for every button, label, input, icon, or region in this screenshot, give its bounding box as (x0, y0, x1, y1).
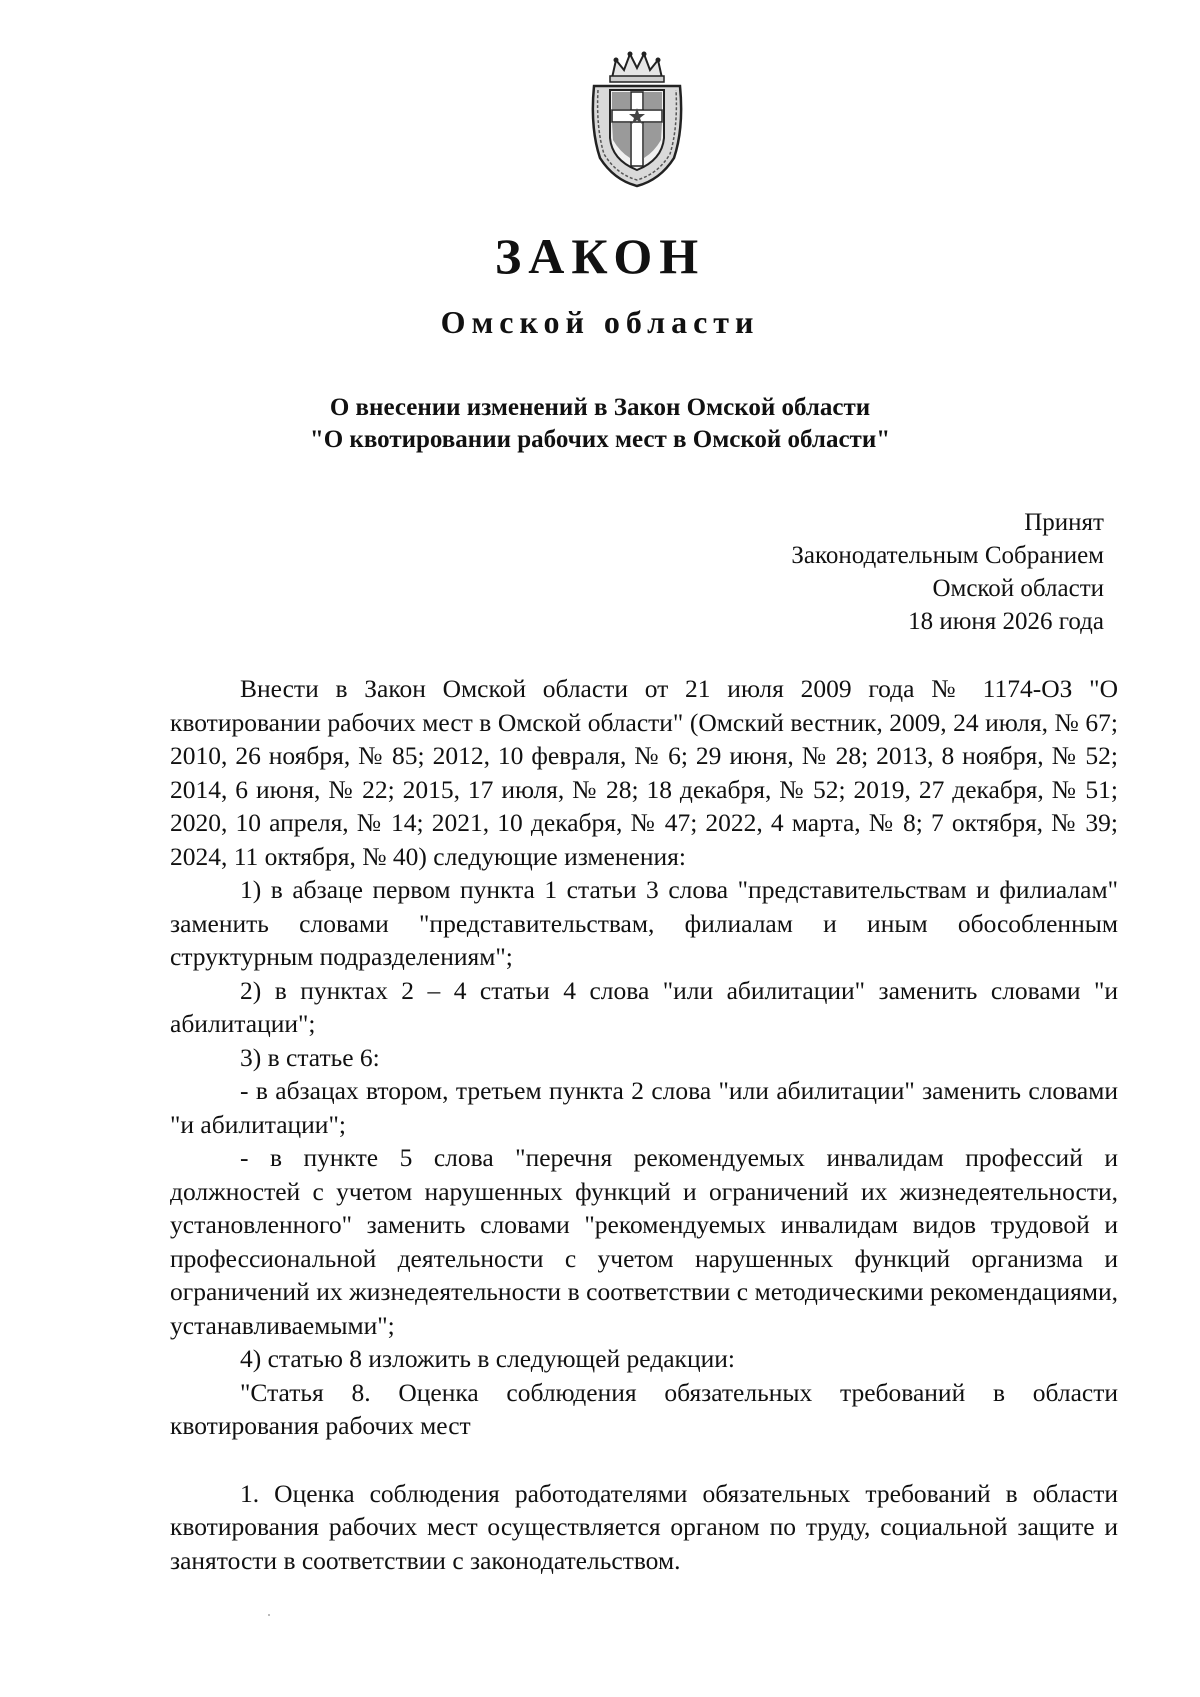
law-heading (0, 392, 1200, 456)
omsk-region-coat-of-arms-icon (582, 48, 692, 190)
document-subtitle: Омской области (440, 304, 760, 340)
amendment-item-4: 4) статью 8 изложить в следующей редакции: (240, 1344, 735, 1373)
adoption-date: 18 июня 2026 года (908, 608, 1104, 635)
law-heading-line: "О квотировании рабочих мест в Омской области" (309, 426, 891, 453)
article-8-paragraph-1: 1. Оценка соблюдения работодателями обязательных требований в области квотирования рабочих мест осуществляется органом по труду, социальной защите и занятости в соответствии с законодательством. (170, 1478, 1118, 1575)
intro-paragraph: Внести в Закон Омской области от 21 июля 2009 года № 1174-ОЗ "О квотировании рабочих мест в Омской области" (Омский вестник, 2009, 24 июля, № 67; 2010, 26 ноября, № 85; 2012, 10 февраля, № 6; 29 июня, № 28; 2013, 8 ноября, № 52; 2014, 6 июня, № 22; 2015, 17 июля, № 28; 18 декабря, № 52; 2019, 27 декабря, № 51; 2020, 10 апреля, № 14; 2021, 10 декабря, № 47; 2022, 4 марта, № 8; 7 октября, № 39; 2024, 11 октября, № 40) следующие изменения: (170, 674, 1118, 871)
amendment-item-3: 3) в статье 6: (240, 1042, 380, 1072)
law-body (170, 672, 1118, 1577)
document-title: ЗАКОН (494, 228, 706, 284)
adoption-block (791, 506, 1104, 638)
article-8-title: "Статья 8. Оценка соблюдения обязательных требований в области квотирования рабочих мест (170, 1377, 1118, 1440)
amendment-item-1: 1) в абзаце первом пункта 1 статьи 3 слова "представительствам и филиалам" заменить словами "представительствам, филиалам и иным обособленным структурным подразделениям"; (170, 875, 1118, 971)
law-heading-line: О внесении изменений в Закон Омской области (329, 394, 871, 421)
paragraph-gap (170, 1443, 1118, 1477)
adoption-line: Принят (1024, 509, 1104, 536)
amendment-item-3-sub-2: - в пункте 5 слова "перечня рекомендуемых инвалидам профессий и должностей с учетом нарушенных функций и ограничений их жизнедеятельности, установленного" заменить словами "рекомендуемых инвалидам видов трудовой и профессиональной деятельности с учетом нарушенных функций организма и ограничений их жизнедеятельности в соответствии с методическими рекомендациями, устанавливаемыми"; (170, 1143, 1118, 1340)
adoption-line: Омской области (932, 575, 1104, 602)
scan-artifact (268, 1614, 270, 1616)
amendment-item-2: 2) в пунктах 2 – 4 статьи 4 слова "или абилитации" заменить словами "и абилитации"; (170, 975, 1118, 1038)
adoption-line: Законодательным Собранием (791, 542, 1104, 569)
amendment-item-3-sub-1: - в абзацах втором, третьем пункта 2 слова "или абилитации" заменить словами "и абилитации"; (170, 1076, 1118, 1139)
